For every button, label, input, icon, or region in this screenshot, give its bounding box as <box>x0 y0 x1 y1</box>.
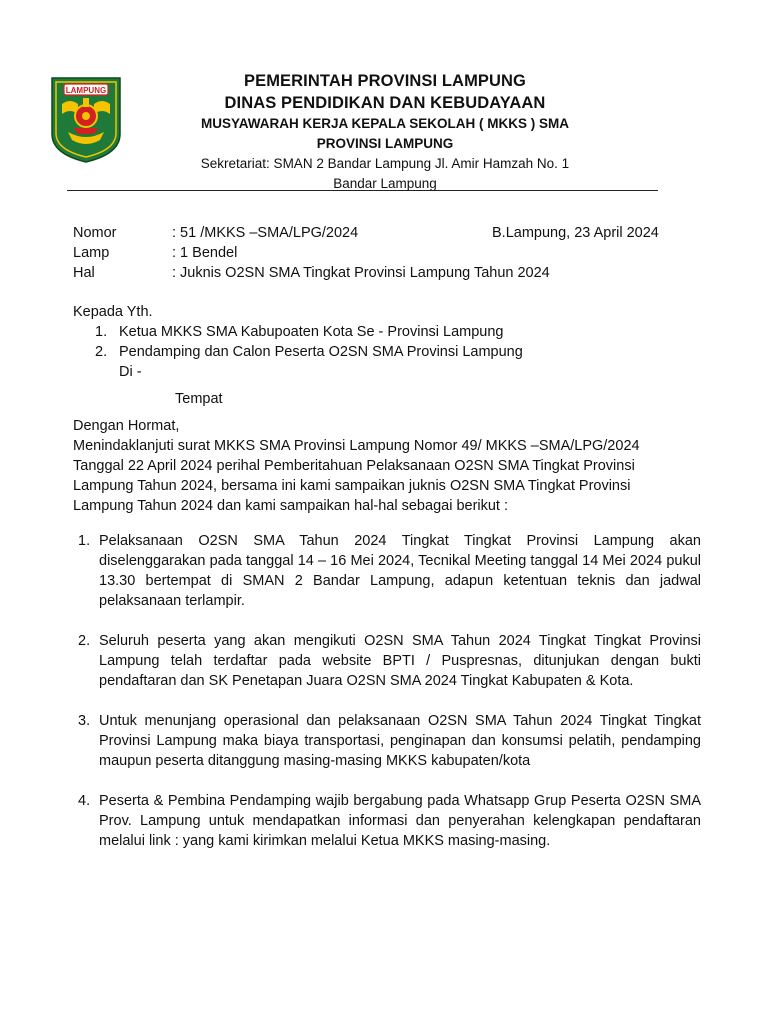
lamp-value: : 1 Bendel <box>172 245 238 261</box>
greeting: Kepada Yth. <box>73 304 153 320</box>
intro-line: Lampung Tahun 2024, bersama ini kami sampaikan juknis O2SN SMA Tingkat Provinsi <box>73 478 631 494</box>
list-item <box>73 531 701 611</box>
reference-nomor-row <box>73 223 713 243</box>
point-number: 2. <box>78 633 91 649</box>
letterhead-department: DINAS PENDIDIKAN DAN KEBUDAYAAN <box>224 94 546 112</box>
address-di: Di - <box>119 364 142 380</box>
letterhead-government: PEMERINTAH PROVINSI LAMPUNG <box>244 72 526 90</box>
letterhead-divider <box>67 190 658 191</box>
recipient-list <box>73 322 713 362</box>
point-text: Seluruh peserta yang akan mengikuti O2SN SMA Tahun 2024 Tingkat Tingkat Provinsi Lampung telah terdaftar pada website BPTI / Puspresnas, ditunjukan dengan bukti pendaftaran dan SK Penetapan Juara O2SN SMA 2024 Tingkat Kabupaten & Kota. <box>99 633 701 689</box>
point-number: 1. <box>78 533 91 549</box>
reference-block <box>73 223 713 283</box>
address-tempat: Tempat <box>175 391 223 407</box>
point-number: 4. <box>78 793 91 809</box>
list-item <box>73 322 713 342</box>
intro-line: Lampung Tahun 2024 dan kami sampaikan hal-hal sebagai berikut : <box>73 498 509 514</box>
recipient-text: Ketua MKKS SMA Kabupoaten Kota Se - Provinsi Lampung <box>119 324 504 340</box>
list-item <box>73 711 701 771</box>
letter-points <box>73 531 701 851</box>
letter-body-intro <box>73 416 701 516</box>
recipient-text: Pendamping dan Calon Peserta O2SN SMA Provinsi Lampung <box>119 344 523 360</box>
letterhead-province: PROVINSI LAMPUNG <box>316 136 454 151</box>
list-item <box>73 342 713 362</box>
list-number: 1. <box>95 324 108 340</box>
list-number: 2. <box>95 344 108 360</box>
salutation: Dengan Hormat, <box>73 418 180 434</box>
nomor-value: : 51 /MKKS –SMA/LPG/2024 <box>172 225 359 241</box>
nomor-label: Nomor <box>73 225 117 241</box>
point-text: Untuk menunjang operasional dan pelaksanaan O2SN SMA Tahun 2024 Tingkat Tingkat Provinsi Lampung maka biaya transportasi, penginapan dan konsumsi pelatih, pendamping maupun peserta ditanggung masing-masing MKKS kabupaten/kota <box>99 713 701 769</box>
hal-value: : Juknis O2SN SMA Tingkat Provinsi Lampung Tahun 2024 <box>172 265 550 281</box>
reference-lamp-row <box>73 243 713 263</box>
intro-line: Menindaklanjuti surat MKKS SMA Provinsi Lampung Nomor 49/ MKKS –SMA/LPG/2024 <box>73 438 640 454</box>
reference-hal-row <box>73 263 713 283</box>
hal-label: Hal <box>73 265 95 281</box>
lampung-emblem-logo <box>50 76 122 164</box>
list-item <box>73 791 701 851</box>
list-item <box>73 631 701 691</box>
lamp-label: Lamp <box>73 245 110 261</box>
logo-text: LAMPUNG <box>65 86 107 95</box>
letterhead-organization: MUSYAWARAH KERJA KEPALA SEKOLAH ( MKKS ) SMA <box>200 116 570 131</box>
point-text: Pelaksanaan O2SN SMA Tahun 2024 Tingkat Tingkat Provinsi Lampung akan diselenggarakan pada tanggal 14 – 16 Mei 2024, Tecnikal Meeting tanggal 14 Mei 2024 pukul 13.30 bertempat di SMAN 2 Bandar Lampung, adapun ketentuan teknis dan jadwal pelaksanaan terlampir. <box>99 533 701 609</box>
point-text: Peserta & Pembina Pendamping wajib bergabung pada Whatsapp Grup Peserta O2SN SMA Prov. Lampung untuk mendapatkan informasi dan penyerahan kelengkapan pendaftaran melalui link : yang kami kirimkan melalui Ketua MKKS masing-masing. <box>99 793 701 849</box>
letterhead <box>150 70 620 194</box>
letterhead-secretariat: Sekretariat: SMAN 2 Bandar Lampung Jl. Amir Hamzah No. 1 <box>200 156 570 171</box>
letter-date: B.Lampung, 23 April 2024 <box>492 225 659 241</box>
intro-line: Tanggal 22 April 2024 perihal Pemberitahuan Pelaksanaan O2SN SMA Tingkat Provinsi <box>73 458 635 474</box>
point-number: 3. <box>78 713 91 729</box>
letterhead-city: Bandar Lampung <box>333 176 437 191</box>
recipient-address <box>73 302 713 409</box>
